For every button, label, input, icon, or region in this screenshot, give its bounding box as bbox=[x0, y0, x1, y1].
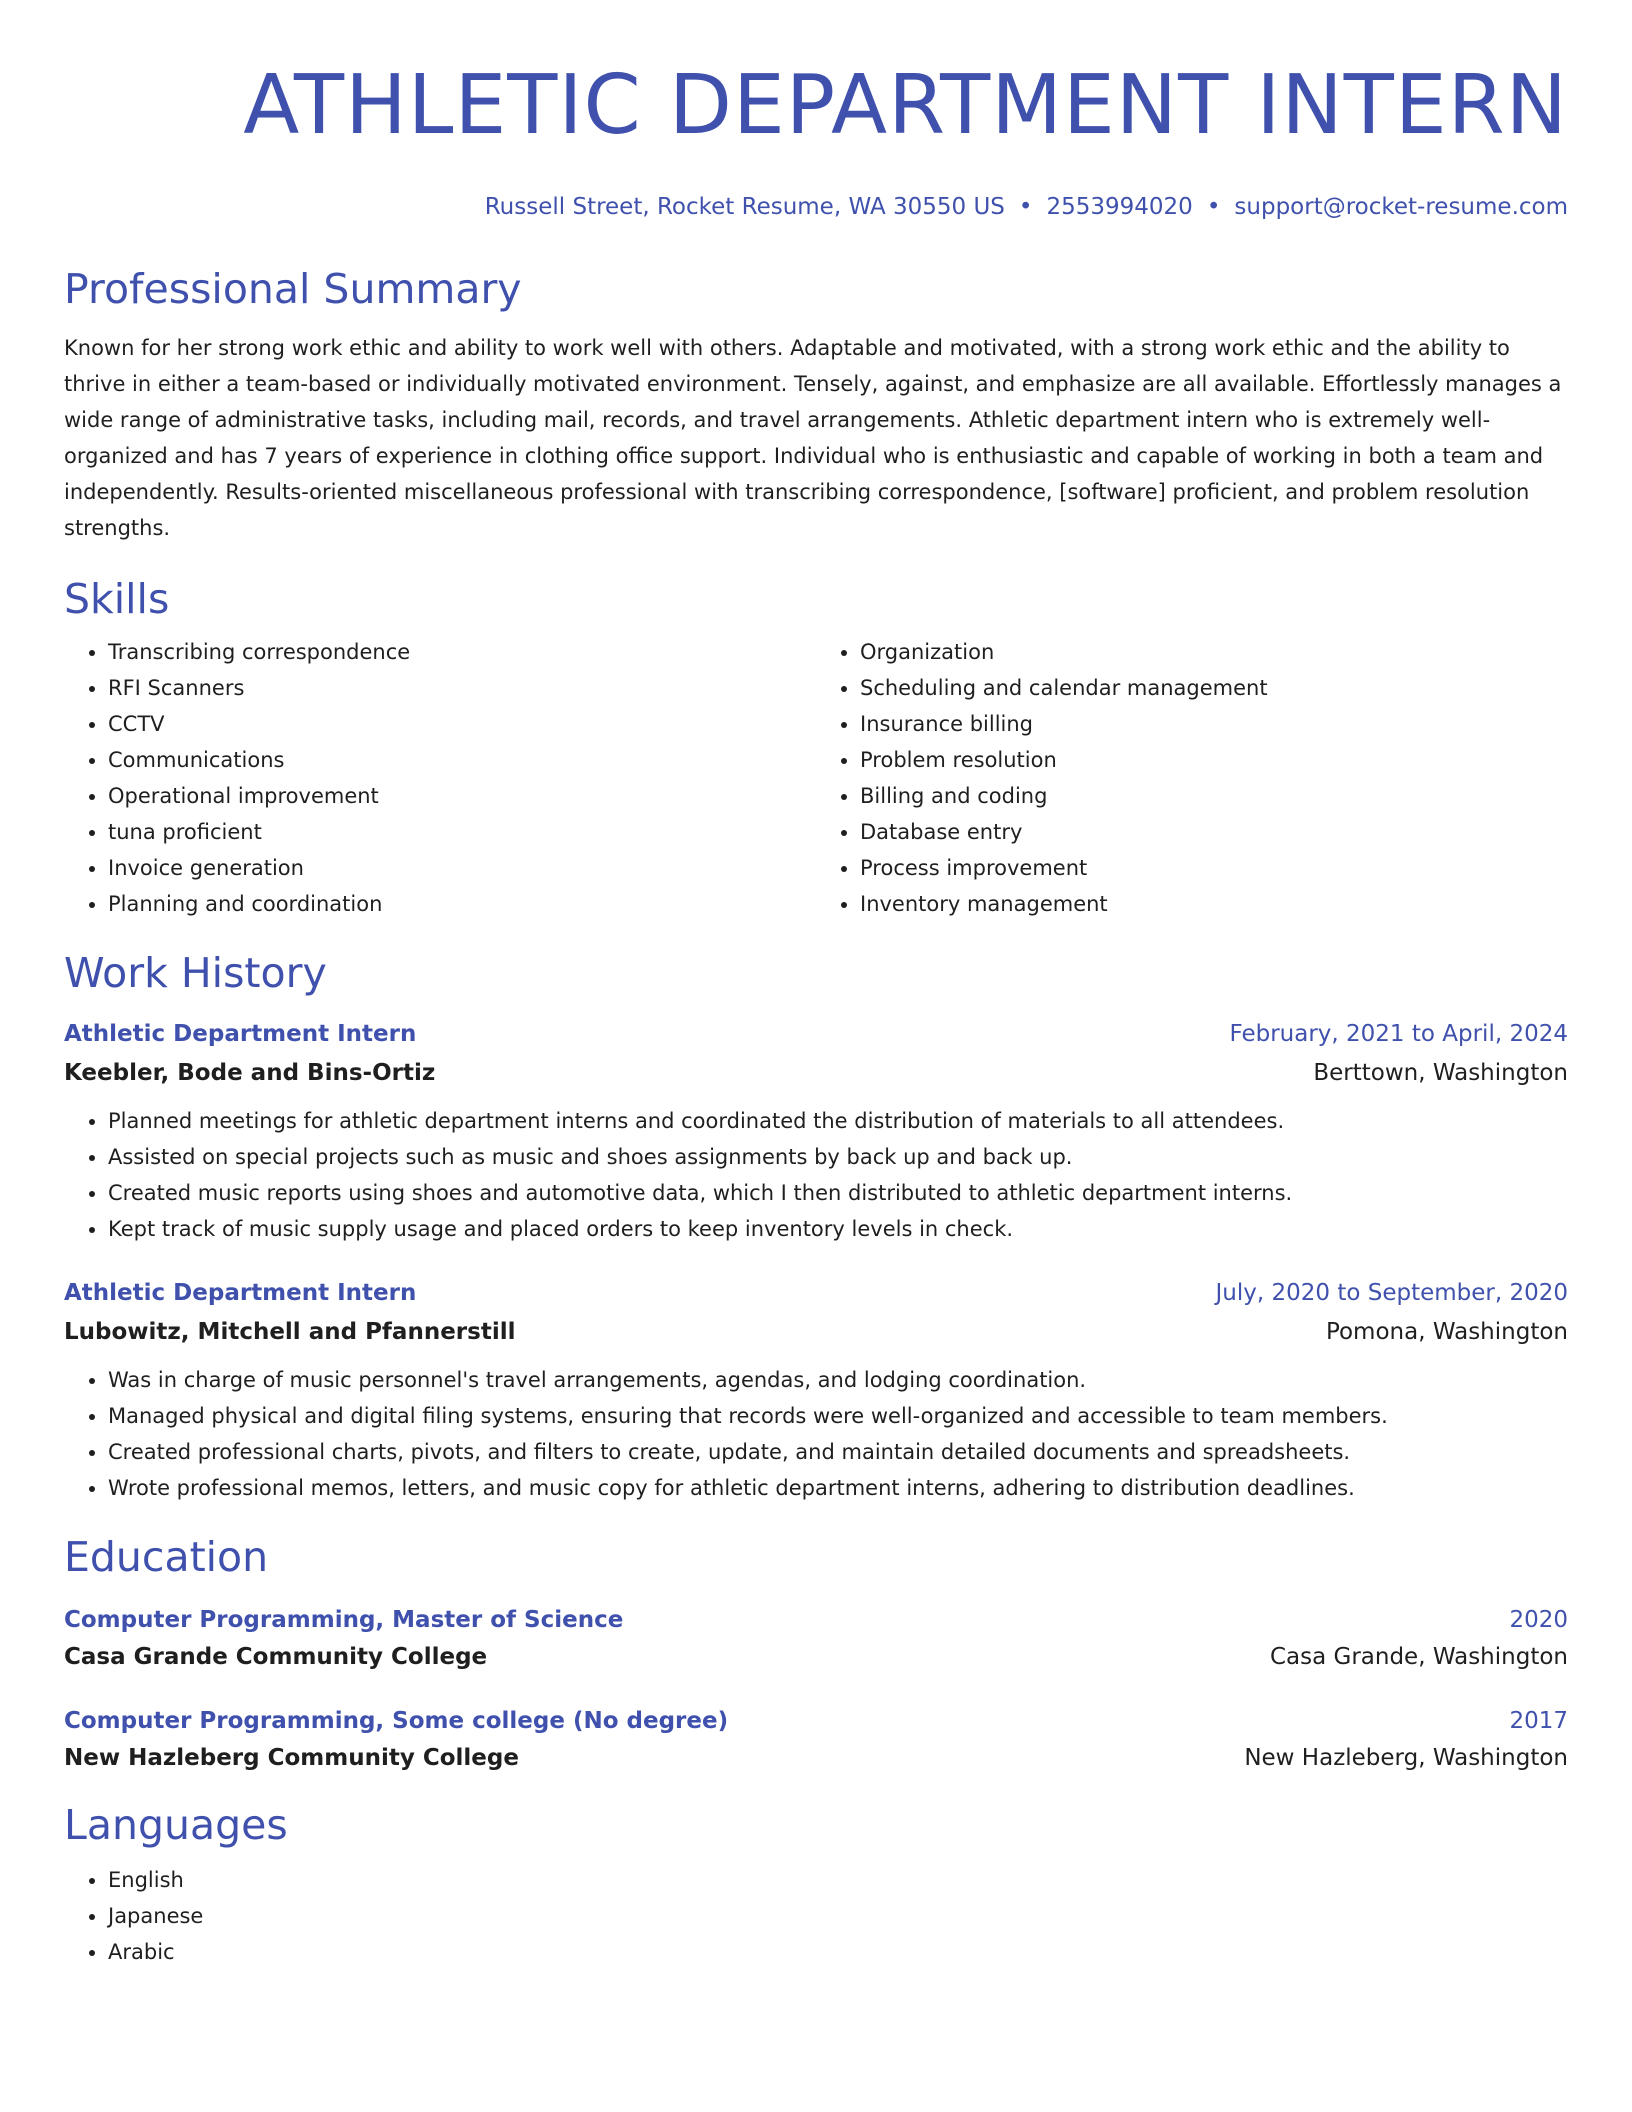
job-header-row bbox=[64, 1018, 1568, 1050]
skill-item: • Insurance billing bbox=[860, 706, 1568, 742]
skill-item: • Database entry bbox=[860, 814, 1568, 850]
education-entry bbox=[64, 1604, 1568, 1673]
skills-columns bbox=[64, 634, 1568, 922]
skill-item: • Organization bbox=[860, 634, 1568, 670]
contact-address: Russell Street, Rocket Resume, WA 30550 US bbox=[484, 194, 1005, 220]
contact-separator: • bbox=[1206, 194, 1221, 220]
skill-item: • RFI Scanners bbox=[108, 670, 816, 706]
job-company: Lubowitz, Mitchell and Pfannerstill bbox=[64, 1319, 516, 1345]
skills-list-right bbox=[816, 634, 1568, 922]
education-location: New Hazleberg, Washington bbox=[1244, 1745, 1568, 1771]
contact-line bbox=[64, 192, 1568, 222]
education-degree: Computer Programming, Master of Science bbox=[64, 1607, 624, 1633]
language-item: • English bbox=[108, 1862, 1568, 1898]
languages-heading: Languages bbox=[64, 1801, 288, 1849]
skill-item: • Communications bbox=[108, 742, 816, 778]
job-role: Athletic Department Intern bbox=[64, 1021, 417, 1047]
contact-email: support@rocket-resume.com bbox=[1234, 194, 1568, 220]
education-heading: Education bbox=[64, 1533, 269, 1581]
job-bullet: • Managed physical and digital filing systems, ensuring that records were well-organized and accessible to team members. bbox=[108, 1398, 1568, 1434]
education-entry bbox=[64, 1705, 1568, 1774]
job-role: Athletic Department Intern bbox=[64, 1280, 417, 1306]
job-bullet: • Wrote professional memos, letters, and music copy for athletic department interns, adhering to distribution deadlines. bbox=[108, 1470, 1568, 1506]
job-bullets bbox=[64, 1103, 1568, 1247]
work-history-heading: Work History bbox=[64, 949, 327, 997]
job-bullet: • Planned meetings for athletic department interns and coordinated the distribution of materials to all attendees. bbox=[108, 1103, 1568, 1139]
job-location: Pomona, Washington bbox=[1325, 1319, 1568, 1345]
job-bullets bbox=[64, 1362, 1568, 1506]
job-bullet: • Created music reports using shoes and automotive data, which I then distributed to athletic department interns. bbox=[108, 1175, 1568, 1211]
skills-heading: Skills bbox=[64, 575, 170, 623]
skill-item: • Billing and coding bbox=[860, 778, 1568, 814]
skill-item: • Inventory management bbox=[860, 886, 1568, 922]
job-dates: February, 2021 to April, 2024 bbox=[1229, 1021, 1568, 1047]
contact-phone: 2553994020 bbox=[1046, 194, 1193, 220]
education-location: Casa Grande, Washington bbox=[1269, 1644, 1568, 1670]
skill-item: • Planning and coordination bbox=[108, 886, 816, 922]
education-school-row bbox=[64, 1641, 1568, 1673]
education-school-row bbox=[64, 1742, 1568, 1774]
job-header-row bbox=[64, 1277, 1568, 1309]
job-entry bbox=[64, 1277, 1568, 1506]
language-item: • Japanese bbox=[108, 1898, 1568, 1934]
job-location: Berttown, Washington bbox=[1313, 1060, 1568, 1086]
summary-heading: Professional Summary bbox=[64, 265, 522, 313]
summary-text: Known for her strong work ethic and ability to work well with others. Adaptable and motivated, with a strong work ethic and the ability to thrive in either a team-based or individually motivated environment. Tensely, against, and emphasize are all available. Effortlessly manages a wide range of administrative tasks, including mail, records, and travel arrangements. Athletic department intern who is extremely well-organized and has 7 years of experience in clothing office support. Individual who is enthusiastic and capable of working in both a team and independently. Results-oriented miscellaneous professional with transcribing correspondence, [software] proficient, and problem resolution strengths. bbox=[64, 336, 1562, 540]
skill-item: • Problem resolution bbox=[860, 742, 1568, 778]
job-bullet: • Kept track of music supply usage and placed orders to keep inventory levels in check. bbox=[108, 1211, 1568, 1247]
skill-item: • CCTV bbox=[108, 706, 816, 742]
skill-item: • Operational improvement bbox=[108, 778, 816, 814]
skills-list-left bbox=[64, 634, 816, 922]
job-dates: July, 2020 to September, 2020 bbox=[1215, 1280, 1568, 1306]
education-year: 2020 bbox=[1509, 1607, 1568, 1633]
education-degree: Computer Programming, Some college (No degree) bbox=[64, 1708, 729, 1734]
skill-item: • Process improvement bbox=[860, 850, 1568, 886]
skill-item: • Invoice generation bbox=[108, 850, 816, 886]
job-company-row bbox=[64, 1316, 1568, 1348]
education-year: 2017 bbox=[1509, 1708, 1568, 1734]
skill-item: • tuna proficient bbox=[108, 814, 816, 850]
job-bullet: • Was in charge of music personnel's travel arrangements, agendas, and lodging coordination. bbox=[108, 1362, 1568, 1398]
job-bullet: • Assisted on special projects such as music and shoes assignments by back up and back up. bbox=[108, 1139, 1568, 1175]
languages-list bbox=[64, 1862, 1568, 1970]
education-school: New Hazleberg Community College bbox=[64, 1745, 519, 1771]
job-company: Keebler, Bode and Bins-Ortiz bbox=[64, 1060, 436, 1086]
job-entry bbox=[64, 1018, 1568, 1247]
resume-header bbox=[64, 58, 1568, 222]
education-degree-row bbox=[64, 1705, 1568, 1737]
language-item: • Arabic bbox=[108, 1934, 1568, 1970]
job-bullet: • Created professional charts, pivots, and filters to create, update, and maintain detailed documents and spreadsheets. bbox=[108, 1434, 1568, 1470]
contact-separator: • bbox=[1018, 194, 1033, 220]
skill-item: • Scheduling and calendar management bbox=[860, 670, 1568, 706]
resume-title: ATHLETIC DEPARTMENT INTERN bbox=[243, 58, 1568, 153]
education-school: Casa Grande Community College bbox=[64, 1644, 488, 1670]
skill-item: • Transcribing correspondence bbox=[108, 634, 816, 670]
education-degree-row bbox=[64, 1604, 1568, 1636]
job-company-row bbox=[64, 1057, 1568, 1089]
